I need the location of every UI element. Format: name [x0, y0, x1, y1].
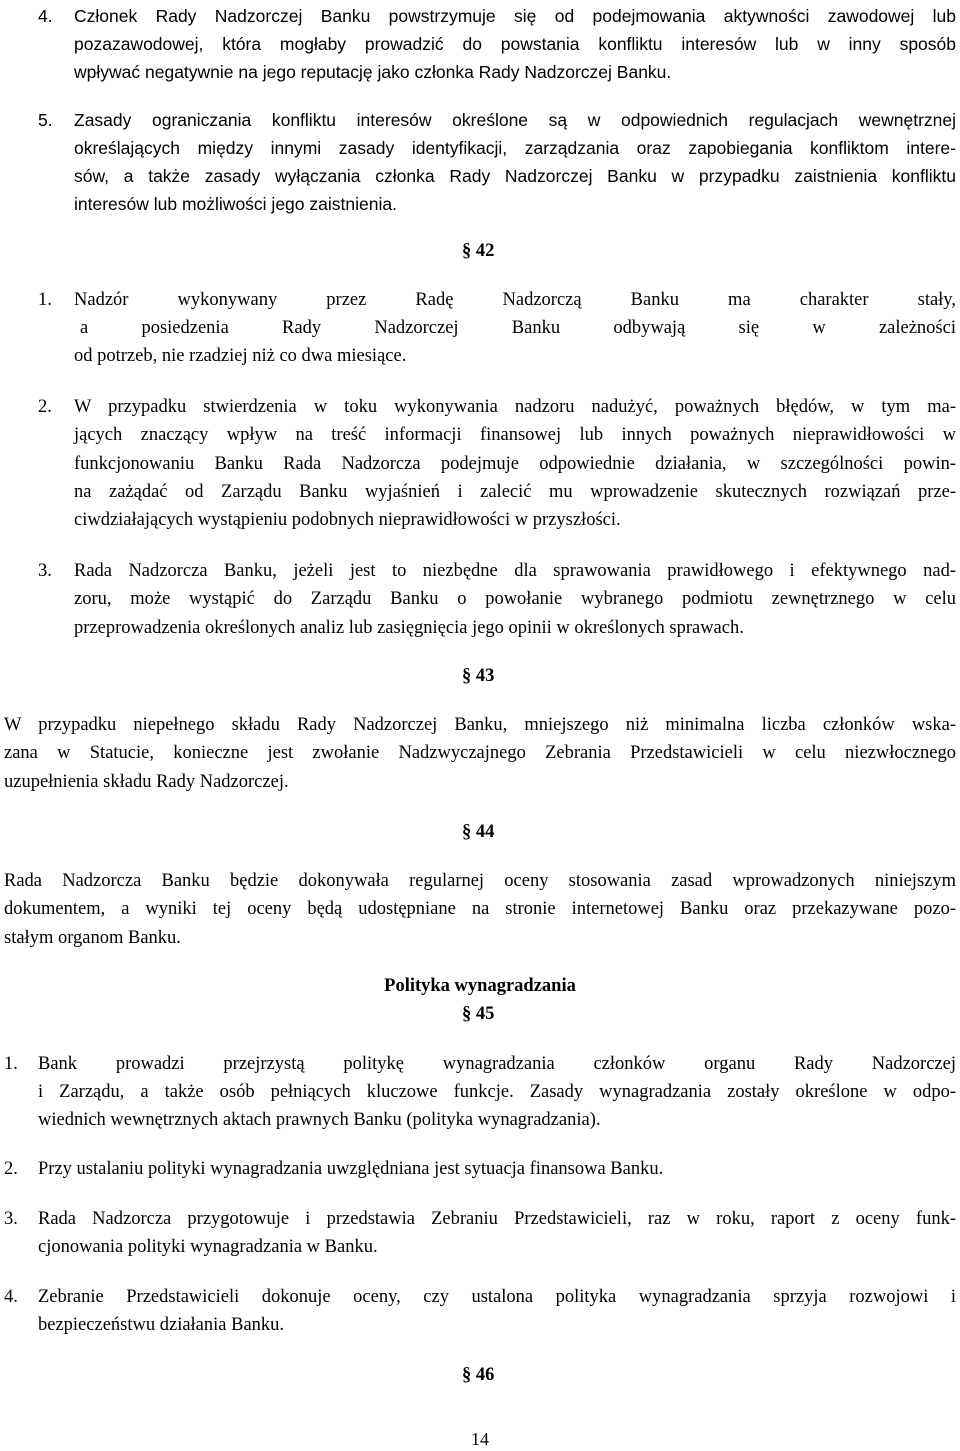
paragraph-line: funkcjonowaniu Banku Rada Nadzorcza podejmuje odpowiednie działania, w szczególności powin-	[74, 454, 956, 474]
paragraph-line: Rada Nadzorcza przygotowuje i przedstawia Zebraniu Przedstawicieli, raz w roku, raport z oceny funk-	[38, 1209, 956, 1229]
list-number: 2.	[4, 1159, 18, 1179]
list-number: 3.	[38, 561, 52, 581]
paragraph-line: a posiedzenia Rady Nadzorczej Banku odbywają się w zależności	[80, 318, 956, 338]
paragraph-line: ciwdziałających wystąpieniu podobnych nieprawidłowości w przyszłości.	[74, 510, 621, 530]
paragraph-line: bezpieczeństwu działania Banku.	[38, 1315, 285, 1335]
paragraph-line: sów, a także zasady wyłączania członka Rady Nadzorczej Banku w przypadku zaistnienia konfliktu	[74, 166, 956, 186]
list-number: 1.	[38, 290, 52, 310]
paragraph-line: dokumentem, a wyniki tej oceny będą udostępniane na stronie internetowej Banku oraz przekazywane pozo-	[4, 899, 956, 919]
paragraph-line: Członek Rady Nadzorczej Banku powstrzymuje się od podejmowania aktywności zawodowej lub	[74, 6, 956, 26]
section-heading: § 42	[462, 241, 495, 261]
paragraph-line: i Zarządu, a także osób pełniących kluczowe funkcje. Zasady wynagradzania zostały określone w odpo-	[38, 1082, 956, 1102]
paragraph-line: interesów lub możliwości jego zaistnienia.	[74, 194, 397, 214]
list-number: 2.	[38, 397, 52, 417]
paragraph-line: Nadzór wykonywany przez Radę Nadzorczą Banku ma charakter stały,	[74, 290, 956, 310]
section-heading: § 45	[462, 1004, 495, 1024]
paragraph-line: wpływać negatywnie na jego reputację jako członka Rady Nadzorczej Banku.	[74, 62, 672, 82]
list-number: 3.	[4, 1209, 18, 1229]
list-number: 4.	[4, 1287, 18, 1307]
paragraph-line: Rada Nadzorcza Banku, jeżeli jest to niezbędne dla sprawowania prawidłowego i efektywnego nad-	[74, 561, 956, 581]
paragraph-line: określających między innymi zasady identyfikacji, zarządzania oraz zapobiegania konfliktom intere-	[74, 138, 956, 158]
chapter-title: Polityka wynagradzania	[384, 976, 576, 996]
paragraph-line: cjonowania polityki wynagradzania w Banku.	[38, 1237, 378, 1257]
paragraph-line: jących znaczący wpływ na treść informacji finansowej lub innych poważnych nieprawidłowości w	[74, 425, 956, 445]
paragraph-line: stałym organom Banku.	[4, 928, 181, 948]
paragraph-line: uzupełnienia składu Rady Nadzorczej.	[4, 772, 289, 792]
paragraph-line: zoru, może wystąpić do Zarządu Banku o powołanie wybranego podmiotu zewnętrznego w celu	[74, 589, 956, 609]
section-heading: § 44	[462, 822, 495, 842]
section-heading: § 43	[462, 666, 495, 686]
list-number: 5.	[38, 110, 53, 130]
paragraph-line: na zażądać od Zarządu Banku wyjaśnień i zalecić mu wprowadzenie skutecznych rozwiązań prze-	[74, 482, 956, 502]
paragraph-line: Rada Nadzorcza Banku będzie dokonywała regularnej oceny stosowania zasad wprowadzonych niniejszym	[4, 871, 956, 891]
list-number: 1.	[4, 1054, 18, 1074]
paragraph-line: zana w Statucie, konieczne jest zwołanie Nadzwyczajnego Zebrania Przedstawicieli w celu niezwłocznego	[4, 743, 956, 763]
paragraph-line: przeprowadzenia określonych analiz lub zasięgnięcia jego opinii w określonych sprawach.	[74, 618, 744, 638]
list-number: 4.	[38, 6, 53, 26]
paragraph-line: pozazawodowej, która mogłaby prowadzić do powstania konfliktu interesów lub w inny sposób	[74, 34, 956, 54]
paragraph-line: Zasady ograniczania konfliktu interesów określone są w odpowiednich regulacjach wewnętrznej	[74, 110, 956, 130]
paragraph-line: Zebranie Przedstawicieli dokonuje oceny, czy ustalona polityka wynagradzania sprzyja rozwojowi i	[38, 1287, 956, 1307]
paragraph-line: od potrzeb, nie rzadziej niż co dwa miesiące.	[74, 346, 407, 366]
paragraph-line: Bank prowadzi przejrzystą politykę wynagradzania członków organu Rady Nadzorczej	[38, 1054, 956, 1074]
paragraph-line: wiednich wewnętrznych aktach prawnych Banku (polityka wynagradzania).	[38, 1110, 601, 1130]
paragraph-line: W przypadku niepełnego składu Rady Nadzorczej Banku, mniejszego niż minimalna liczba członków wska-	[4, 715, 956, 735]
section-heading: § 46	[462, 1365, 495, 1385]
paragraph-line: Przy ustalaniu polityki wynagradzania uwzględniana jest sytuacja finansowa Banku.	[38, 1159, 664, 1179]
page-number: 14	[471, 1429, 489, 1449]
paragraph-line: W przypadku stwierdzenia w toku wykonywania nadzoru nadużyć, poważnych błędów, w tym ma-	[74, 397, 956, 417]
